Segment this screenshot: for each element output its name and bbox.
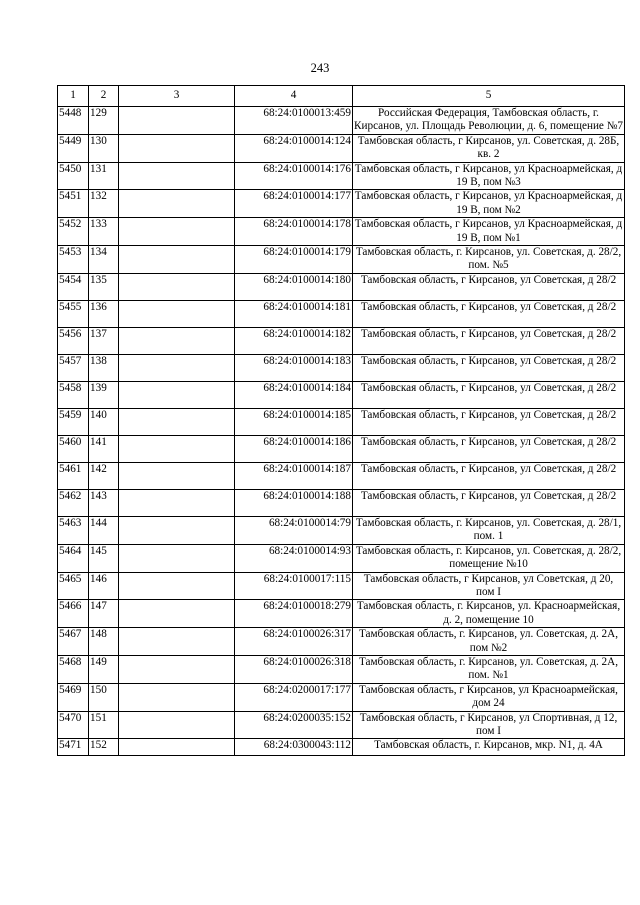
- empty-cell: [119, 190, 235, 218]
- empty-cell: [119, 600, 235, 628]
- address-cell: Тамбовская область, г Кирсанов, ул Советская, д 28/2: [353, 462, 625, 489]
- record-number-cell: 5470: [58, 711, 89, 739]
- empty-cell: [119, 628, 235, 656]
- address-cell: Тамбовская область, г. Кирсанов, ул. Советская, д. 28/1, пом. 1: [353, 516, 625, 544]
- column-header: 2: [89, 86, 119, 107]
- record-number-cell: 5448: [58, 107, 89, 135]
- address-cell: Тамбовская область, г. Кирсанов, ул. Советская, д. 2А, пом №2: [353, 628, 625, 656]
- cadastral-number-cell: 68:24:0100013:459: [235, 107, 353, 135]
- record-number-cell: 5449: [58, 134, 89, 162]
- index-cell: 148: [89, 628, 119, 656]
- index-cell: 142: [89, 462, 119, 489]
- record-number-cell: 5458: [58, 381, 89, 408]
- index-cell: 149: [89, 655, 119, 683]
- table-row: [58, 600, 625, 628]
- address-cell: Тамбовская область, г Кирсанов, ул Красноармейская, дом 24: [353, 683, 625, 711]
- record-number-cell: 5457: [58, 354, 89, 381]
- table-row: [58, 655, 625, 683]
- empty-cell: [119, 246, 235, 274]
- cadastral-number-cell: 68:24:0100014:178: [235, 218, 353, 246]
- index-cell: 150: [89, 683, 119, 711]
- empty-cell: [119, 739, 235, 756]
- record-number-cell: 5455: [58, 300, 89, 327]
- column-header: 5: [353, 86, 625, 107]
- cadastral-number-cell: 68:24:0300043:112: [235, 739, 353, 756]
- record-number-cell: 5451: [58, 190, 89, 218]
- table-row: [58, 354, 625, 381]
- address-cell: Тамбовская область, г. Кирсанов, ул. Советская, д. 2А, пом. №1: [353, 655, 625, 683]
- record-number-cell: 5465: [58, 572, 89, 600]
- column-header: 4: [235, 86, 353, 107]
- empty-cell: [119, 544, 235, 572]
- record-number-cell: 5471: [58, 739, 89, 756]
- table-row: [58, 739, 625, 756]
- record-number-cell: 5456: [58, 327, 89, 354]
- record-number-cell: 5459: [58, 408, 89, 435]
- table-row: [58, 107, 625, 135]
- cadastral-number-cell: 68:24:0100026:318: [235, 655, 353, 683]
- address-cell: Тамбовская область, г Кирсанов, ул Советская, д 28/2: [353, 381, 625, 408]
- cadastral-number-cell: 68:24:0100014:181: [235, 300, 353, 327]
- empty-cell: [119, 489, 235, 516]
- index-cell: 131: [89, 162, 119, 190]
- record-number-cell: 5466: [58, 600, 89, 628]
- record-number-cell: 5463: [58, 516, 89, 544]
- cadastral-number-cell: 68:24:0100014:179: [235, 246, 353, 274]
- empty-cell: [119, 711, 235, 739]
- cadastral-number-cell: 68:24:0100014:176: [235, 162, 353, 190]
- address-cell: Тамбовская область, г. Кирсанов, ул. Красноармейская, д. 2, помещение 10: [353, 600, 625, 628]
- empty-cell: [119, 218, 235, 246]
- index-cell: 146: [89, 572, 119, 600]
- cadastral-number-cell: 68:24:0100014:180: [235, 273, 353, 300]
- empty-cell: [119, 655, 235, 683]
- empty-cell: [119, 273, 235, 300]
- table-row: [58, 134, 625, 162]
- address-cell: Тамбовская область, г Кирсанов, ул Спортивная, д 12, пом I: [353, 711, 625, 739]
- empty-cell: [119, 381, 235, 408]
- address-cell: Тамбовская область, г Кирсанов, ул Советская, д 28/2: [353, 354, 625, 381]
- index-cell: 151: [89, 711, 119, 739]
- table-row: [58, 462, 625, 489]
- record-number-cell: 5464: [58, 544, 89, 572]
- record-number-cell: 5460: [58, 435, 89, 462]
- cadastral-number-cell: 68:24:0200035:152: [235, 711, 353, 739]
- address-cell: Тамбовская область, г. Кирсанов, ул. Советская, д. 28/2, помещение №10: [353, 544, 625, 572]
- index-cell: 143: [89, 489, 119, 516]
- empty-cell: [119, 354, 235, 381]
- address-cell: Тамбовская область, г Кирсанов, ул Советская, д 28/2: [353, 489, 625, 516]
- index-cell: 141: [89, 435, 119, 462]
- cadastral-number-cell: 68:24:0200017:177: [235, 683, 353, 711]
- record-number-cell: 5468: [58, 655, 89, 683]
- table-header: [58, 86, 625, 107]
- record-number-cell: 5462: [58, 489, 89, 516]
- address-cell: Тамбовская область, г Кирсанов, ул Советская, д 28/2: [353, 408, 625, 435]
- column-header: 1: [58, 86, 89, 107]
- table-row: [58, 628, 625, 656]
- index-cell: 133: [89, 218, 119, 246]
- table-row: [58, 408, 625, 435]
- index-cell: 132: [89, 190, 119, 218]
- index-cell: 145: [89, 544, 119, 572]
- empty-cell: [119, 683, 235, 711]
- empty-cell: [119, 162, 235, 190]
- record-number-cell: 5469: [58, 683, 89, 711]
- cadastral-number-cell: 68:24:0100018:279: [235, 600, 353, 628]
- table-row: [58, 683, 625, 711]
- table-row: [58, 572, 625, 600]
- table-row: [58, 516, 625, 544]
- index-cell: 130: [89, 134, 119, 162]
- table-row: [58, 246, 625, 274]
- empty-cell: [119, 134, 235, 162]
- table-row: [58, 190, 625, 218]
- address-cell: Тамбовская область, г Кирсанов, ул Советская, д 28/2: [353, 435, 625, 462]
- cadastral-number-cell: 68:24:0100014:177: [235, 190, 353, 218]
- cadastral-number-cell: 68:24:0100014:185: [235, 408, 353, 435]
- record-number-cell: 5467: [58, 628, 89, 656]
- index-cell: 139: [89, 381, 119, 408]
- index-cell: 137: [89, 327, 119, 354]
- empty-cell: [119, 516, 235, 544]
- empty-cell: [119, 572, 235, 600]
- address-cell: Тамбовская область, г Кирсанов, ул Красноармейская, д 19 В, пом №3: [353, 162, 625, 190]
- cadastral-number-cell: 68:24:0100014:184: [235, 381, 353, 408]
- cadastral-number-cell: 68:24:0100014:186: [235, 435, 353, 462]
- record-number-cell: 5450: [58, 162, 89, 190]
- table-body: [58, 107, 625, 756]
- cadastral-number-cell: 68:24:0100014:188: [235, 489, 353, 516]
- cadastral-number-cell: 68:24:0100014:79: [235, 516, 353, 544]
- address-cell: Тамбовская область, г. Кирсанов, ул. Советская, д. 28/2, пом. №5: [353, 246, 625, 274]
- empty-cell: [119, 435, 235, 462]
- index-cell: 135: [89, 273, 119, 300]
- table-row: [58, 435, 625, 462]
- index-cell: 134: [89, 246, 119, 274]
- cadastral-number-cell: 68:24:0100014:124: [235, 134, 353, 162]
- table-row: [58, 489, 625, 516]
- index-cell: 136: [89, 300, 119, 327]
- cadastral-number-cell: 68:24:0100026:317: [235, 628, 353, 656]
- address-cell: Тамбовская область, г Кирсанов, ул Советская, д 28/2: [353, 327, 625, 354]
- empty-cell: [119, 408, 235, 435]
- record-number-cell: 5452: [58, 218, 89, 246]
- table-row: [58, 327, 625, 354]
- address-cell: Тамбовская область, г. Кирсанов, мкр. N1, д. 4А: [353, 739, 625, 756]
- header-row: [58, 86, 625, 107]
- column-header: 3: [119, 86, 235, 107]
- index-cell: 138: [89, 354, 119, 381]
- empty-cell: [119, 300, 235, 327]
- address-cell: Тамбовская область, г Кирсанов, ул Красноармейская, д 19 В, пом №2: [353, 190, 625, 218]
- table-row: [58, 544, 625, 572]
- table-row: [58, 218, 625, 246]
- address-cell: Российская Федерация, Тамбовская область, г. Кирсанов, ул. Площадь Революции, д. 6, помещение №7: [354, 107, 623, 133]
- empty-cell: [119, 107, 235, 135]
- cadastral-number-cell: 68:24:0100017:115: [235, 572, 353, 600]
- index-cell: 140: [89, 408, 119, 435]
- record-number-cell: 5461: [58, 462, 89, 489]
- index-cell: 147: [89, 600, 119, 628]
- cadastral-number-cell: 68:24:0100014:187: [235, 462, 353, 489]
- index-cell: 144: [89, 516, 119, 544]
- address-cell: Тамбовская область, г Кирсанов, ул Советская, д 28/2: [353, 273, 625, 300]
- cadastral-number-cell: 68:24:0100014:182: [235, 327, 353, 354]
- address-cell: Тамбовская область, г Кирсанов, ул Красноармейская, д 19 В, пом №1: [353, 218, 625, 246]
- page-number: 243: [310, 61, 330, 75]
- table-row: [58, 273, 625, 300]
- table-row: [58, 711, 625, 739]
- record-number-cell: 5454: [58, 273, 89, 300]
- cadastral-number-cell: 68:24:0100014:93: [235, 544, 353, 572]
- registry-table: [57, 85, 625, 756]
- index-cell: 129: [89, 107, 119, 135]
- record-number-cell: 5453: [58, 246, 89, 274]
- address-cell: Тамбовская область, г Кирсанов, ул Советская, д 28/2: [353, 300, 625, 327]
- address-cell: Тамбовская область, г Кирсанов, ул Советская, д 20, пом I: [353, 572, 625, 600]
- table-row: [58, 162, 625, 190]
- table-row: [58, 381, 625, 408]
- cadastral-number-cell: 68:24:0100014:183: [235, 354, 353, 381]
- empty-cell: [119, 327, 235, 354]
- address-cell: Тамбовская область, г Кирсанов, ул. Советская, д. 28Б, кв. 2: [353, 134, 625, 162]
- table-row: [58, 300, 625, 327]
- index-cell: 152: [89, 739, 119, 756]
- empty-cell: [119, 462, 235, 489]
